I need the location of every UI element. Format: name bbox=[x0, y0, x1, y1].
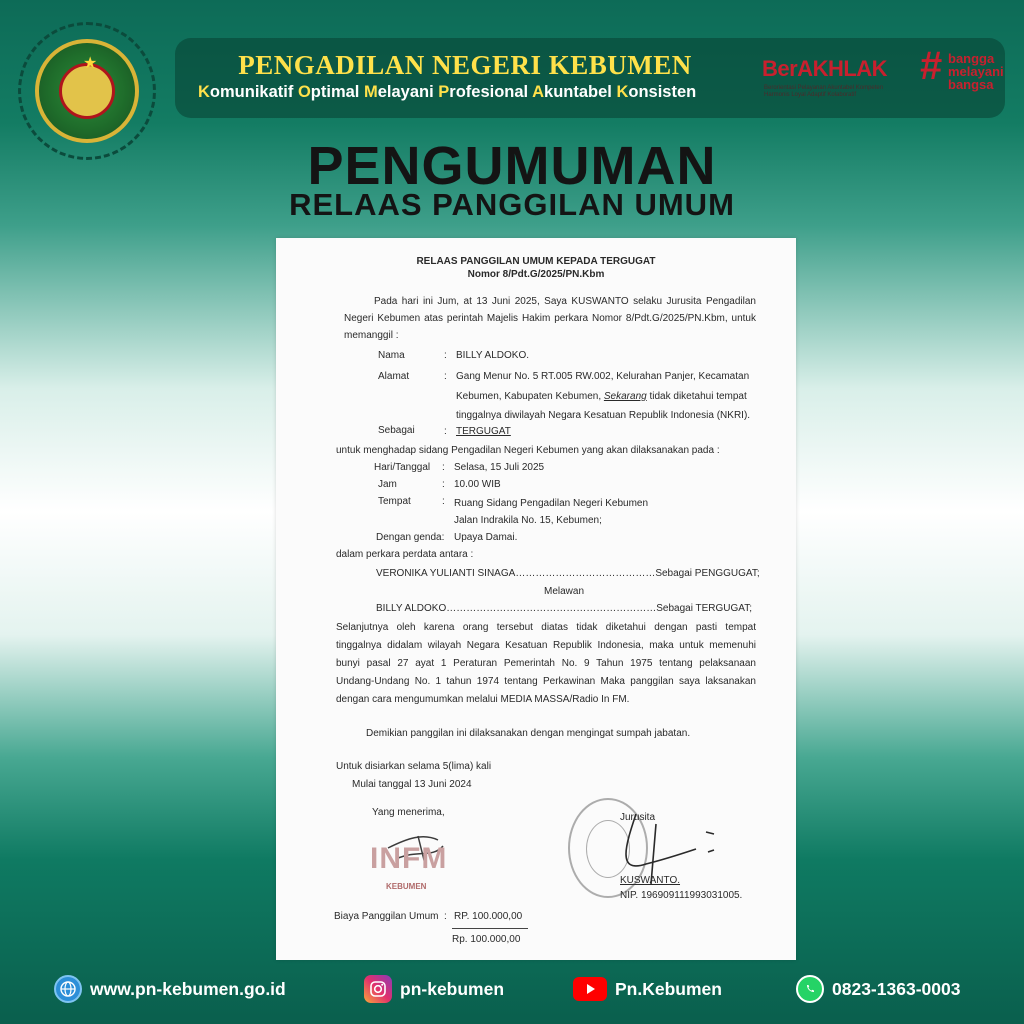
tempat-label: Tempat bbox=[378, 496, 411, 507]
footer-website[interactable] bbox=[54, 974, 286, 1004]
body-line: Selanjutnya oleh karena orang tersebut diatas tidak diketahui dengan pasti tempat bbox=[336, 622, 756, 633]
colon: : bbox=[444, 371, 447, 382]
hari-label: Hari/Tanggal bbox=[374, 462, 431, 473]
tergugat-role: Sebagai TERGUGAT; bbox=[656, 603, 753, 614]
website-text: www.pn-kebumen.go.id bbox=[90, 978, 286, 999]
court-name: PENGADILAN NEGERI KEBUMEN bbox=[238, 50, 692, 80]
sebagai-label: Sebagai bbox=[378, 425, 415, 436]
sebagai-value: TERGUGAT bbox=[456, 426, 511, 437]
instagram-icon bbox=[364, 975, 392, 1003]
whatsapp-text: 0823-1363-0003 bbox=[832, 978, 961, 999]
jurusita-label: Jurusita bbox=[620, 812, 656, 823]
colon: : bbox=[444, 350, 447, 361]
motto-cap: K bbox=[198, 83, 210, 101]
colon: : bbox=[442, 479, 445, 490]
motto-cap: P bbox=[438, 83, 450, 101]
dots: ……………………………………………………… bbox=[446, 603, 657, 614]
intro-line: Negeri Kebumen atas perintah Majelis Hakim perkara Nomor 8/Pdt.G/2025/PN.Kbm, untuk bbox=[344, 313, 756, 324]
motto-cap: K bbox=[616, 83, 629, 101]
page-subtitle: RELAAS PANGGILAN UMUM bbox=[289, 187, 735, 222]
motto-cap: M bbox=[363, 83, 378, 101]
youtube-text: Pn.Kebumen bbox=[615, 978, 722, 999]
jam-value: 10.00 WIB bbox=[454, 479, 501, 490]
alamat-line: Gang Menur No. 5 RT.005 RW.002, Kelurahan Panjer, Kecamatan bbox=[456, 371, 750, 382]
total-divider bbox=[452, 928, 528, 929]
page-title: PENGUMUMAN bbox=[307, 136, 717, 196]
motto bbox=[198, 83, 738, 102]
penerima-label: Yang menerima, bbox=[372, 807, 445, 818]
doc-number: Nomor 8/Pdt.G/2025/PN.Kbm bbox=[467, 269, 605, 280]
nama-value: BILLY ALDOKO. bbox=[456, 350, 530, 361]
alamat-line-head: Kebumen, Kabupaten Kebumen, bbox=[456, 391, 602, 402]
jurusita-nip: NIP. 196909111993031005. bbox=[620, 890, 743, 901]
alamat-line: tinggalnya diwilayah Negara Kesatuan Republik Indonesia (NKRI). bbox=[456, 410, 751, 421]
biaya-label: Biaya Panggilan Umum bbox=[334, 911, 439, 922]
tempat-line: Jalan Indrakila No. 15, Kebumen; bbox=[454, 515, 602, 526]
total-value: Rp. 100.000,00 bbox=[452, 934, 521, 945]
youtube-icon bbox=[573, 977, 607, 1001]
footer-whatsapp[interactable] bbox=[796, 974, 960, 1004]
motto-rest: elayani bbox=[377, 83, 439, 101]
hashtag-icon: # bbox=[920, 44, 943, 88]
body-line: bunyi pasal 27 ayat 1 Peraturan Pemerintah No. 9 Tahun 1975 tentang pelaksanaan bbox=[336, 658, 756, 669]
jurusita-name: KUSWANTO. bbox=[620, 875, 681, 886]
tempat-line: Ruang Sidang Pengadilan Negeri Kebumen bbox=[454, 498, 649, 509]
biaya-value: RP. 100.000,00 bbox=[454, 911, 523, 922]
mulai-text: Mulai tanggal 13 Juni 2024 bbox=[352, 779, 472, 790]
motto-rest: ptimal bbox=[310, 83, 364, 101]
bangga-melayani-logo bbox=[920, 44, 1010, 100]
demikian-text: Demikian panggilan ini dilaksanakan dengan mengingat sumpah jabatan. bbox=[366, 728, 691, 739]
penggugat-name: VERONIKA YULIANTI SINAGA bbox=[376, 568, 516, 579]
stamp-subtext: KEBUMEN bbox=[386, 882, 427, 891]
whatsapp-icon bbox=[796, 975, 824, 1003]
summons-document bbox=[276, 238, 796, 960]
motto-rest: omunikatif bbox=[209, 83, 298, 101]
dots: …………………………………… bbox=[515, 568, 656, 579]
colon: : bbox=[444, 911, 447, 922]
bangga-word: melayani bbox=[948, 64, 1004, 79]
melawan-text: Melawan bbox=[544, 586, 585, 597]
instagram-text: pn-kebumen bbox=[400, 978, 505, 999]
bangga-word: bangsa bbox=[948, 77, 994, 92]
star-icon: ★ bbox=[83, 55, 98, 72]
menghadap-text: untuk menghadap sidang Pengadilan Negeri Kebumen yang akan dilaksanakan pada : bbox=[336, 445, 720, 456]
perkara-text: dalam perkara perdata antara : bbox=[336, 549, 474, 560]
hari-value: Selasa, 15 Juli 2025 bbox=[454, 462, 545, 473]
agenda-value: Upaya Damai. bbox=[454, 532, 518, 543]
body-line: dengan cara mengumumkan melalui MEDIA MASSA/Radio In FM. bbox=[336, 694, 630, 705]
stamp-text: INFM bbox=[370, 842, 448, 875]
disiarkan-text: Untuk disiarkan selama 5(lima) kali bbox=[336, 761, 492, 772]
footer-youtube[interactable] bbox=[573, 974, 722, 1004]
doc-heading: RELAAS PANGGILAN UMUM KEPADA TERGUGAT bbox=[416, 256, 656, 267]
body-line: tinggalnya didalam wilayah Negara Kesatuan Republik Indonesia, maka untuk memenuhi bbox=[336, 640, 756, 651]
intro-line: memanggil : bbox=[344, 330, 399, 341]
body-line: Undang-Undang No. 1 tahun 1974 tentang Perkawinan Maka panggilan saya laksanakan bbox=[336, 676, 756, 687]
alamat-line-tail: tidak diketahui tempat bbox=[646, 391, 747, 402]
alamat-sekarang: Sekarang bbox=[603, 391, 647, 402]
agenda-label: Dengan genda: bbox=[376, 532, 445, 543]
radio-stamp bbox=[368, 828, 460, 900]
berakhlak-text: BerAKHLAK bbox=[762, 56, 888, 81]
penggugat-role: Sebagai PENGGUGAT; bbox=[655, 568, 760, 579]
jam-label: Jam bbox=[378, 479, 397, 490]
motto-cap: O bbox=[297, 83, 311, 101]
globe-icon bbox=[54, 975, 82, 1003]
intro-line: Pada hari ini Jum, at 13 Juni 2025, Saya KUSWANTO selaku Jurusita Pengadilan bbox=[374, 296, 756, 307]
footer-instagram[interactable] bbox=[364, 974, 504, 1004]
colon: : bbox=[442, 462, 445, 473]
alamat-label: Alamat bbox=[378, 371, 410, 382]
court-logo bbox=[35, 39, 139, 143]
colon: : bbox=[442, 496, 445, 507]
berakhlak-subtext: Berorientasi Pelayanan Akuntabel Kompeten Harmonis Loyal Adaptif Kolaboratif bbox=[764, 85, 884, 98]
tergugat-line bbox=[376, 603, 752, 614]
alamat-line bbox=[456, 391, 747, 402]
motto-rest: onsisten bbox=[628, 83, 697, 101]
motto-rest: kuntabel bbox=[544, 83, 617, 101]
penggugat-line bbox=[376, 568, 760, 579]
colon: : bbox=[444, 426, 447, 437]
motto-cap: A bbox=[532, 83, 545, 101]
nama-label: Nama bbox=[378, 350, 405, 361]
berakhlak-logo bbox=[754, 44, 914, 106]
bangga-word: bangga bbox=[948, 51, 995, 66]
motto-rest: rofesional bbox=[449, 83, 533, 101]
tergugat-name: BILLY ALDOKO bbox=[376, 603, 447, 614]
